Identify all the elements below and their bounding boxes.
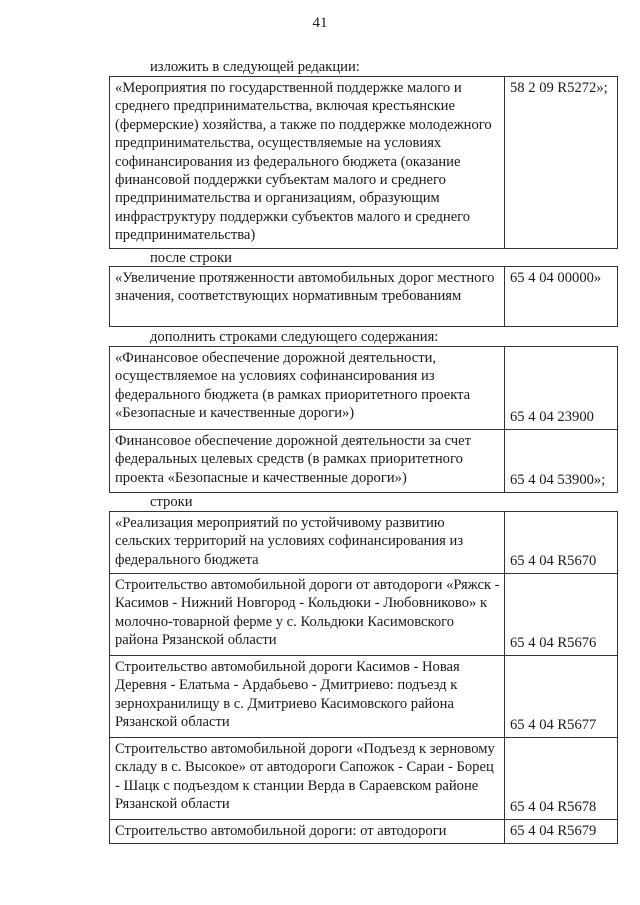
table-main-measures <box>109 76 618 249</box>
instruction-line: строки <box>150 494 193 510</box>
table-after-row <box>109 266 618 327</box>
table-rows <box>109 511 618 844</box>
row-text: Финансовое обеспечение дорожной деятельности за счет федеральных целевых средств (в рамках приоритетного проекта «Безопасные и качественные дороги») <box>110 430 505 493</box>
row-code: 65 4 04 R5679 <box>505 820 618 844</box>
table-row <box>110 574 618 656</box>
row-text: Строительство автомобильной дороги: от автодороги <box>110 820 505 844</box>
instruction-line: дополнить строками следующего содержания: <box>150 329 439 345</box>
row-code: 58 2 09 R5272»; <box>505 77 618 249</box>
row-code: 65 4 04 R5676 <box>505 574 618 656</box>
row-code: 65 4 04 R5678 <box>505 738 618 820</box>
row-code: 65 4 04 53900»; <box>505 430 618 493</box>
row-text: «Мероприятия по государственной поддержке малого и среднего предпринимательства, включая крестьянские (фермерские) хозяйства, а также по поддержке молодежного предпринимательства, осуществляемые на условиях софинансирования из федерального бюджета (оказание финансовой поддержки субъектам малого и среднего предпринимательства и организациям, образующим инфраструктуру поддержки субъектов малого и среднего предпринимательства) <box>110 77 505 249</box>
table-row <box>110 347 618 430</box>
row-code: 65 4 04 23900 <box>505 347 618 430</box>
table-row <box>110 77 618 249</box>
row-text: Строительство автомобильной дороги «Подъезд к зерновому складу в с. Высокое» от автодороги Сапожок - Сараи - Борец - Шацк с подъездом к станции Верда в Сараевском районе Рязанской области <box>110 738 505 820</box>
table-row <box>110 430 618 493</box>
row-text: Строительство автомобильной дороги от автодороги «Ряжск - Касимов - Нижний Новгород - Кольдюки - Любовниково» к молочно-товарной ферме у с. Кольдюки Касимовского района Рязанской области <box>110 574 505 656</box>
table-row <box>110 267 618 327</box>
row-code: 65 4 04 R5670 <box>505 512 618 574</box>
page-number: 41 <box>312 15 328 31</box>
table-row <box>110 512 618 574</box>
table-row <box>110 738 618 820</box>
table-row <box>110 656 618 738</box>
table-added-rows <box>109 346 618 493</box>
row-text: «Финансовое обеспечение дорожной деятельности, осуществляемое на условиях софинансирования из федерального бюджета (в рамках приоритетного проекта «Безопасные и качественные дороги») <box>110 347 505 430</box>
instruction-line: после строки <box>150 250 232 266</box>
row-text: Строительство автомобильной дороги Касимов - Новая Деревня - Елатьма - Ардабьево - Дмитриево: подъезд к зернохранилищу в с. Дмитриево Касимовского района Рязанской области <box>110 656 505 738</box>
row-code: 65 4 04 00000» <box>505 267 618 327</box>
row-text: «Реализация мероприятий по устойчивому развитию сельских территорий на условиях софинансирования из федерального бюджета <box>110 512 505 574</box>
row-text: «Увеличение протяженности автомобильных дорог местного значения, соответствующих нормативным требованиям <box>110 267 505 327</box>
instruction-line: изложить в следующей редакции: <box>150 59 360 75</box>
row-code: 65 4 04 R5677 <box>505 656 618 738</box>
table-row <box>110 820 618 844</box>
